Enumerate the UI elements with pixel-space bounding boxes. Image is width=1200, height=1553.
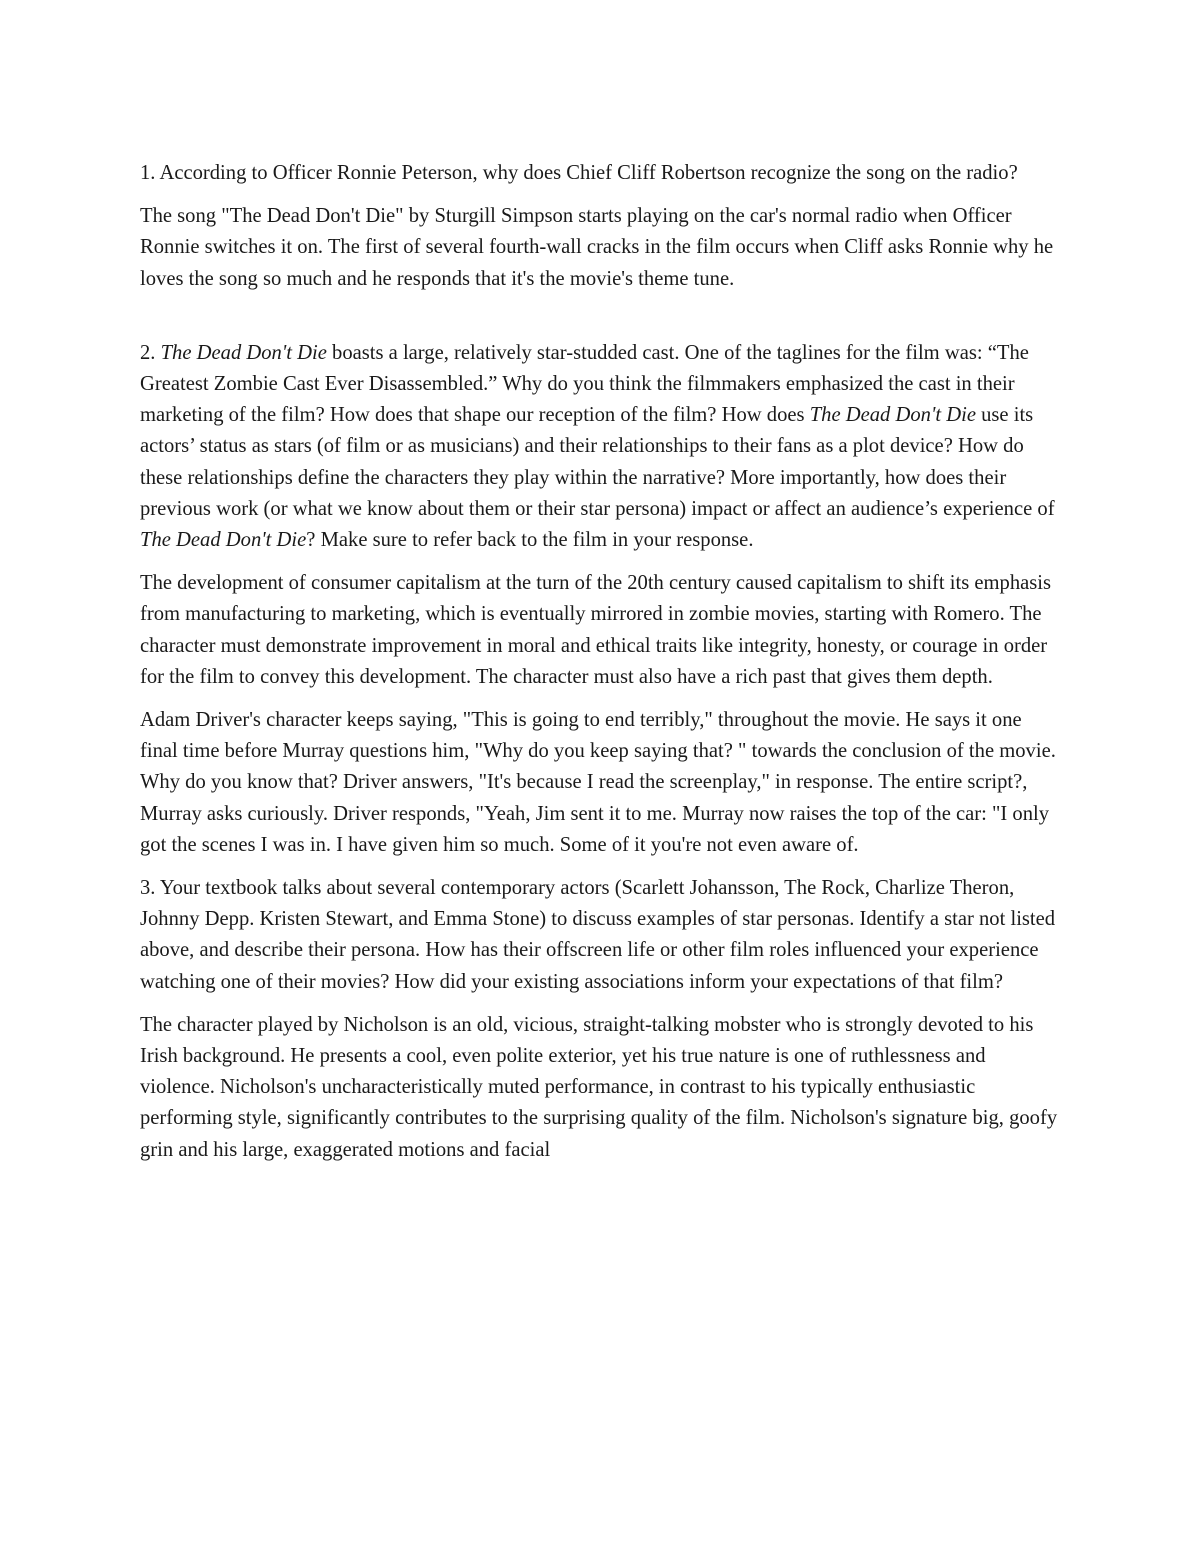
answer-2-paragraph-2: Adam Driver's character keeps saying, "This is going to end terribly," throughout the movie. He says it one final time before Murray questions him, "Why do you keep saying that? " towards the conclusion of the movie. Why do you know that? Driver answers, "It's because I read the screenplay," in response. The entire script?, Murray asks curiously. Driver responds, "Yeah, Jim sent it to me. Murray now raises the top of the car: "I only got the scenes I was in. I have given him so much. Some of it you're not even aware of. (140, 709, 1056, 856)
question-2 (140, 338, 1062, 556)
question-2-prefix: 2. (140, 341, 161, 364)
question-2-text: boasts a large, relatively star-studded cast. One of the taglines for the film was: “The Greatest Zombie Cast Ever Disassembled.” Why do you think the filmmakers emphasized the cast in their marketing of the film? How does that shape our reception of the film? How does (140, 341, 1029, 427)
answer-3: The character played by Nicholson is an old, vicious, straight-talking mobster who is strongly devoted to his Irish background. He presents a cool, even polite exterior, yet his true nature is one of ruthlessness and violence. Nicholson's uncharacteristically muted performance, in contrast to his typically enthusiastic performing style, significantly contributes to the surprising quality of the film. Nicholson's signature big, goofy grin and his large, exaggerated motions and facial (140, 1013, 1058, 1161)
question-1: 1. According to Officer Ronnie Peterson, why does Chief Cliff Robertson recognize the song on the radio? (140, 162, 1018, 184)
answer-1: The song "The Dead Don't Die" by Sturgill Simpson starts playing on the car's normal radio when Officer Ronnie switches it on. The first of several fourth-wall cracks in the film occurs when Cliff asks Ronnie why he loves the song so much and he responds that it's the movie's theme tune. (140, 205, 1054, 290)
film-title: The Dead Don't Die (809, 404, 976, 427)
film-title: The Dead Don't Die (160, 341, 327, 364)
film-title: The Dead Don't Die (140, 529, 307, 552)
question-2-text: ? Make sure to refer back to the film in your response. (306, 529, 754, 552)
question-3: 3. Your textbook talks about several contemporary actors (Scarlett Johansson, The Rock, Charlize Theron, Johnny Depp. Kristen Stewart, and Emma Stone) to discuss examples of star personas. Identify a star not listed above, and describe their persona. How has their offscreen life or other film roles influenced your experience watching one of their movies? How did your existing associations inform your expectations of that film? (140, 877, 1056, 993)
question-2-text: use its actors’ status as stars (of film or as musicians) and their relationships to their fans as a plot device? How do these relationships define the characters they play within the narrative? More importantly, how does their previous work (or what we know about them or their star persona) impact or affect an audience’s experience of (140, 404, 1055, 520)
document-body (140, 158, 1062, 1166)
answer-2-paragraph-1: The development of consumer capitalism at the turn of the 20th century caused capitalism to shift its emphasis from manufacturing to marketing, which is eventually mirrored in zombie movies, starting with Romero. The character must demonstrate improvement in moral and ethical traits like integrity, honesty, or courage in order for the film to convey this development. The character must also have a rich past that gives them depth. (140, 572, 1052, 688)
